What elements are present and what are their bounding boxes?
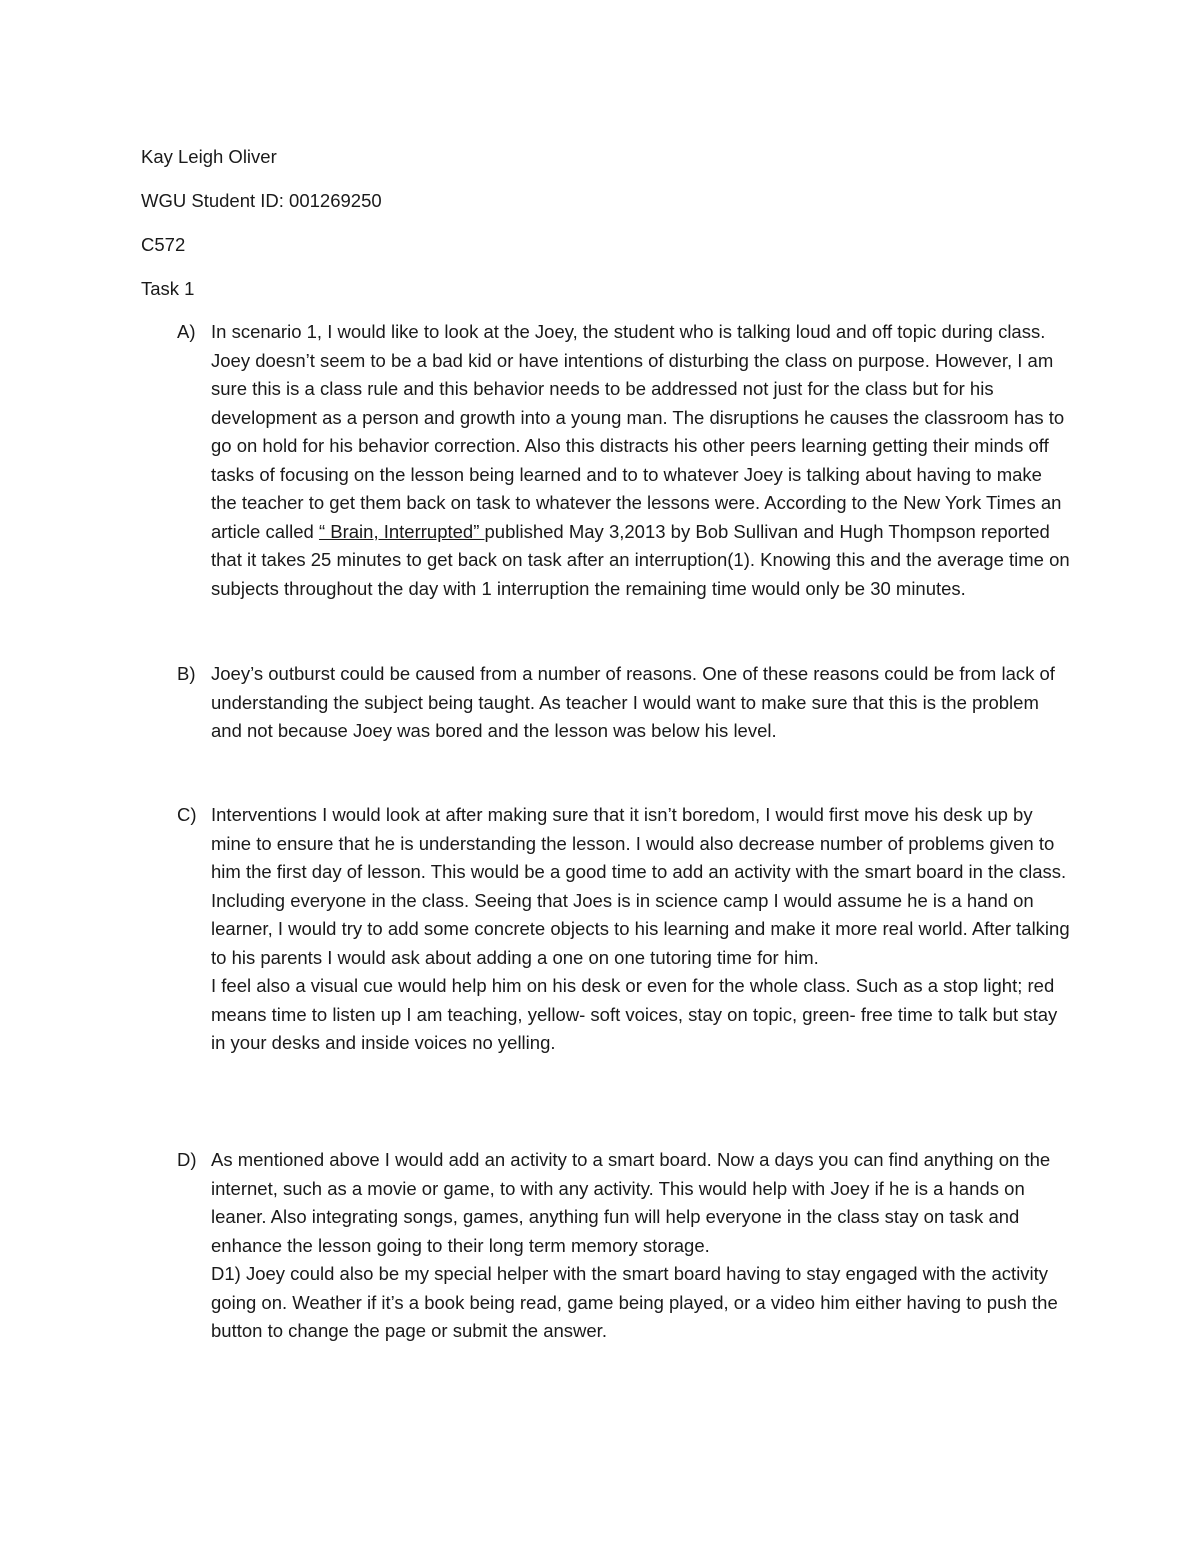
course-code: C572 xyxy=(141,234,186,255)
task-title: Task 1 xyxy=(141,278,195,299)
section-a-marker: A) xyxy=(177,321,196,342)
student-id: WGU Student ID: 001269250 xyxy=(141,190,382,211)
section-d-marker: D) xyxy=(177,1149,197,1170)
section-a-text-before: In scenario 1, I would like to look at the Joey, the student who is talking loud and off topic during class. Joey doesn’t seem to be a bad kid or have intentions of disturbing the class on purpose. However, I am sure this is a class rule and this behavior needs to be addressed not just for the class but for his development as a person and growth into a young man. The disruptions he causes the classroom has to go on hold for his behavior correction. Also this distracts his other peers learning getting their minds off tasks of focusing on the lesson being learned and to to whatever Joey is talking about having to make the teacher to get them back on task to whatever the lessons were. According to the New York Times an article called xyxy=(211,321,1065,542)
section-d-paragraph-1: As mentioned above I would add an activity to a smart board. Now a days you can find anything on the internet, such as a movie or game, to with any activity. This would help with Joey if he is a hands on leaner. Also integrating songs, games, anything fun will help everyone in the class stay on task and enhance the lesson going to their long term memory storage. xyxy=(211,1149,1051,1256)
section-b-marker: B) xyxy=(177,663,196,684)
section-a-text-after: published May 3,2013 by Bob Sullivan and Hugh Thompson reported that it takes 25 minutes to get back on task after an interruption(1). Knowing this and the average time on subjects throughout the day with 1 interruption the remaining time would only be 30 minutes. xyxy=(211,520,1070,599)
section-d-text xyxy=(211,1146,1071,1346)
section-c-paragraph-2: I feel also a visual cue would help him on his desk or even for the whole class. Such as a stop light; red means time to listen up I am teaching, yellow- soft voices, stay on topic, green- free time to talk but stay in your desks and inside voices no yelling. xyxy=(211,975,1058,1053)
author-name: Kay Leigh Oliver xyxy=(141,146,277,167)
section-b-paragraph: Joey’s outburst could be caused from a number of reasons. One of these reasons could be from lack of understanding the subject being taught. As teacher I would want to make sure that this is the problem and not because Joey was bored and the lesson was below his level. xyxy=(211,663,1055,741)
section-d-paragraph-2: D1) Joey could also be my special helper with the smart board having to stay engaged with the activity going on. Weather if it’s a book being read, game being played, or a video him either having to push the button to change the page or submit the answer. xyxy=(211,1263,1058,1341)
section-c-marker: C) xyxy=(177,804,197,825)
section-a-text xyxy=(211,318,1071,603)
section-b-text xyxy=(211,660,1071,746)
article-title-link[interactable]: “ Brain, Interrupted” xyxy=(318,520,485,542)
section-c-paragraph-1: Interventions I would look at after making sure that it isn’t boredom, I would first move his desk up by mine to ensure that he is understanding the lesson. I would also decrease number of problems given to him the first day of lesson. This would be a good time to add an activity with the smart board in the class. Including everyone in the class. Seeing that Joes is in science camp I would assume he is a hand on learner, I would try to add some concrete objects to his learning and make it more real world. After talking to his parents I would ask about adding a one on one tutoring time for him. xyxy=(211,804,1070,968)
section-c-text xyxy=(211,801,1071,1058)
